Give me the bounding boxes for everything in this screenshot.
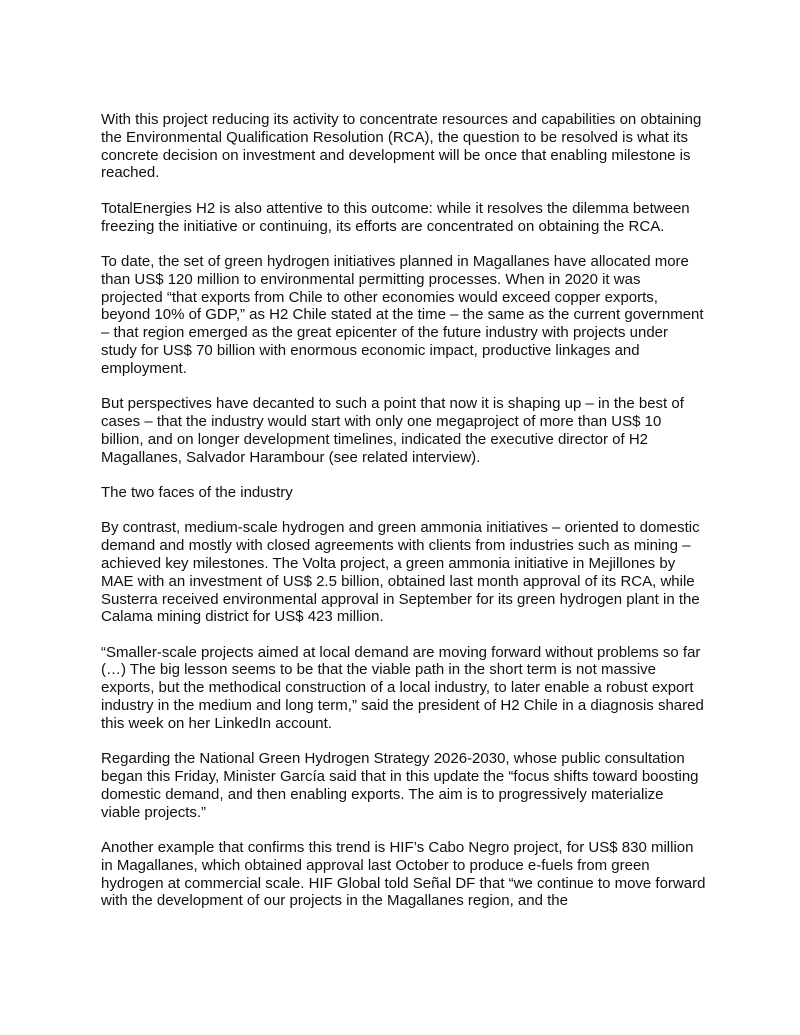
paragraph-hif-cabo-negro: Another example that confirms this trend is HIF’s Cabo Negro project, for US$ 830 million in Magallanes, which obtained approval last October to produce e-fuels from green hydrogen at commercial scale. HIF Global told Señal DF that “we continue to move forward with the development of our projects in the Magallanes region, and the	[101, 839, 706, 910]
paragraph-h2-chile-quote: “Smaller-scale projects aimed at local demand are moving forward without problems so far (…) The big lesson seems to be that the viable path in the short term is not massive exports, but the methodical construction of a local industry, to later enable a robust export industry in the medium and long term,” said the president of H2 Chile in a diagnosis shared this week on her LinkedIn account.	[101, 643, 704, 732]
paragraph-permitting-investment: To date, the set of green hydrogen initiatives planned in Magallanes have allocated more than US$ 120 million to environmental permitting processes. When in 2020 it was projected “that exports from Chile to other economies would exceed copper exports, beyond 10% of GDP,” as H2 Chile stated at the time – the same as the current government – that region emerged as the great epicenter of the future industry with projects under study for US$ 70 billion with enormous economic impact, productive linkages and employment.	[101, 252, 704, 377]
paragraph-medium-scale: By contrast, medium-scale hydrogen and green ammonia initiatives – oriented to domestic demand and mostly with closed agreements with clients from industries such as mining – achieved key milestones. The Volta project, a green ammonia initiative in Mejillones by MAE with an investment of US$ 2.5 billion, obtained last month approval of its RCA, while Susterra received environmental approval in September for its green hydrogen plant in the Calama mining district for US$ 423 million.	[101, 519, 700, 626]
document-page	[101, 111, 706, 928]
paragraph-rca-decision: With this project reducing its activity to concentrate resources and capabilities on obtaining the Environmental Qualification Resolution (RCA), the question to be resolved is what its concrete decision on investment and development will be once that enabling milestone is reached.	[101, 111, 702, 182]
paragraph-totalenergies: TotalEnergies H2 is also attentive to this outcome: while it resolves the dilemma between freezing the initiative or continuing, its efforts are concentrated on obtaining the RCA.	[101, 199, 690, 235]
paragraph-national-strategy: Regarding the National Green Hydrogen Strategy 2026-2030, whose public consultation began this Friday, Minister García said that in this update the “focus shifts toward boosting domestic demand, and then enabling exports. The aim is to progressively materialize viable projects.”	[101, 750, 699, 821]
section-heading: The two faces of the industry	[101, 483, 293, 501]
paragraph-decanted-perspectives: But perspectives have decanted to such a point that now it is shaping up – in the best of cases – that the industry would start with only one megaproject of more than US$ 10 billion, and on longer development timelines, indicated the executive director of H2 Magallanes, Salvador Harambour (see related interview).	[101, 395, 684, 466]
